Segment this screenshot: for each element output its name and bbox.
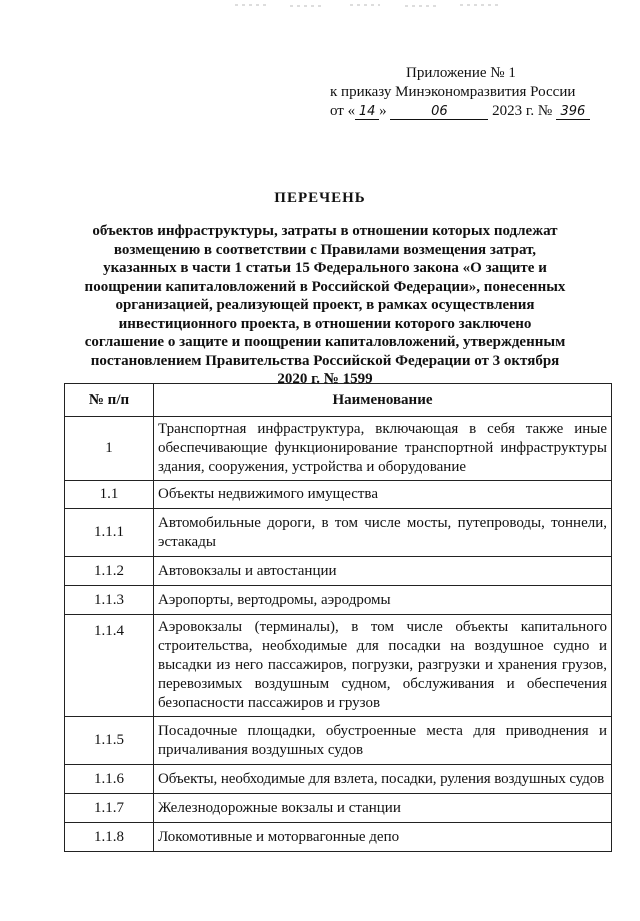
table-row (65, 823, 612, 852)
row-number: 1.1.1 (65, 509, 154, 557)
row-number: 1.1.5 (65, 717, 154, 765)
row-name: Объекты, необходимые для взлета, посадки, руления воздушных судов (154, 765, 612, 794)
handwritten-order-number: 396 (556, 105, 590, 120)
table-row (65, 417, 612, 481)
date-prefix: от « (330, 103, 356, 119)
table-row (65, 586, 612, 615)
row-number: 1 (65, 417, 154, 481)
table-row (65, 717, 612, 765)
row-name: Объекты недвижимого имущества (154, 481, 612, 509)
table-row (65, 765, 612, 794)
date-mid: » (379, 103, 387, 119)
scan-artifact-marks (230, 2, 510, 10)
row-name: Автомобильные дороги, в том числе мосты, путепроводы, тоннели, эстакады (154, 509, 612, 557)
table-row (65, 481, 612, 509)
row-name: Посадочные площадки, обустроенные места для приводнения и причаливания воздушных судов (154, 717, 612, 765)
row-name: Аэровокзалы (терминалы), в том числе объекты капитального строительства, необходимые для посадки на воздушное судно и высадки из него пассажиров, погрузки, разгрузки и хранения грузов, перевозимых воздушным судном, обслуживания и обеспечения безопасности пассажиров и грузов (154, 615, 612, 717)
row-name: Аэропорты, вертодромы, аэродромы (154, 586, 612, 615)
row-name: Железнодорожные вокзалы и станции (154, 794, 612, 823)
table-row (65, 794, 612, 823)
handwritten-month: 06 (390, 105, 488, 120)
row-number: 1.1.8 (65, 823, 154, 852)
table-header-row (65, 384, 612, 417)
document-subtitle: объектов инфраструктуры, затраты в отношении которых подлежат возмещению в соответствии с Правилами возмещения затрат, указанных в части 1 статьи 15 Федерального закона «О защите и поощрении капиталовложений в Российской Федерации», понесенных организацией, реализующей проект, в рамках осуществления инвестиционного проекта, в отношении которого заключено соглашение о защите и поощрении капиталовложений, утвержденным постановлением Правительства Российской Федерации от 3 октября 2020 г. № 1599 (84, 223, 566, 387)
col-header-name: Наименование (154, 384, 612, 417)
handwritten-day: 14 (355, 105, 379, 120)
table-row (65, 509, 612, 557)
appendix-header (330, 64, 620, 121)
order-date-line (330, 102, 620, 121)
row-name: Автовокзалы и автостанции (154, 557, 612, 586)
row-number: 1.1 (65, 481, 154, 509)
infrastructure-table (64, 383, 612, 852)
appendix-label: Приложение № 1 (406, 65, 516, 81)
col-header-number: № п/п (65, 384, 154, 417)
order-reference: к приказу Минэкономразвития России (330, 84, 576, 100)
row-number: 1.1.7 (65, 794, 154, 823)
row-number: 1.1.3 (65, 586, 154, 615)
row-name: Локомотивные и моторвагонные депо (154, 823, 612, 852)
row-name: Транспортная инфраструктура, включающая в себя также иные обеспечивающие функционирование транспортной инфраструктуры здания, сооружения, устройства и оборудование (154, 417, 612, 481)
document-title: ПЕРЕЧЕНЬ (274, 190, 366, 206)
row-number: 1.1.2 (65, 557, 154, 586)
year-text: 2023 г. № (492, 103, 553, 119)
row-number: 1.1.6 (65, 765, 154, 794)
table-row (65, 615, 612, 717)
table-row (65, 557, 612, 586)
row-number: 1.1.4 (65, 615, 154, 717)
